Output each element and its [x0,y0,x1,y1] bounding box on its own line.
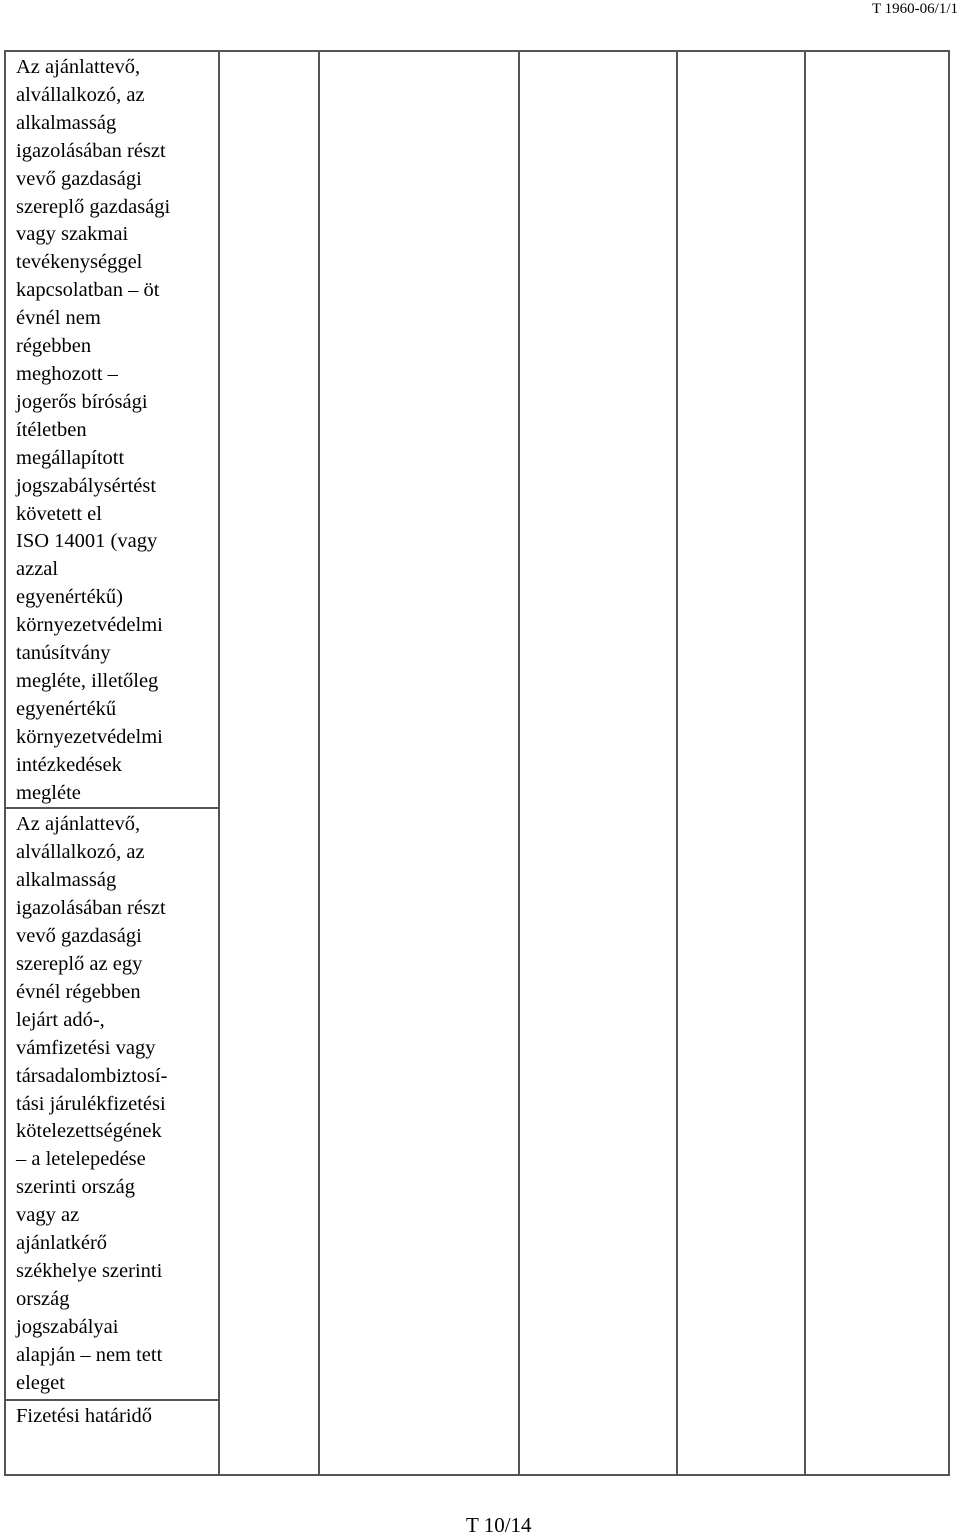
table-row [5,51,949,808]
page-number: T 10/14 [466,1513,532,1537]
empty-cell [319,51,519,1475]
criteria-table [4,50,950,1476]
row-label: Az ajánlattevő, alvállalkozó, az alkalmasság igazolásában részt vevő gazdasági szereplő az egy évnél régebben lejárt adó-, vámfizetési vagy társadalombiztosí- tási járulékfizetési kötelezettségének – a letelepedése szerinti ország vagy az ajánlatkérő székhelye szerinti ország jogszabályai alapján – nem tett eleget [16,813,168,1394]
row-label-cell [5,808,219,1400]
row-label: Az ajánlattevő, alvállalkozó, az alkalmasság igazolásában részt vevő gazdasági szereplő gazdasági vagy szakmai tevékenységgel kapcsolatban – öt évnél nem régebben meghozott – jogerős bírósági ítéletben megállapított jogszabálysértést követett el ISO 14001 (vagy azzal egyenértékű) környezetvédelmi tanúsítvány megléte, illetőleg egyenértékű környezetvédelmi intézkedések megléte [16,56,171,804]
row-label-cell [5,51,219,808]
empty-cell [805,51,949,1475]
row-label-cell [5,1400,219,1475]
row-label: Fizetési határidő [16,1405,153,1428]
empty-cell [519,51,677,1475]
document-code: T 1960-06/1/1 [872,1,958,17]
empty-cell [219,51,319,1475]
empty-cell [677,51,805,1475]
